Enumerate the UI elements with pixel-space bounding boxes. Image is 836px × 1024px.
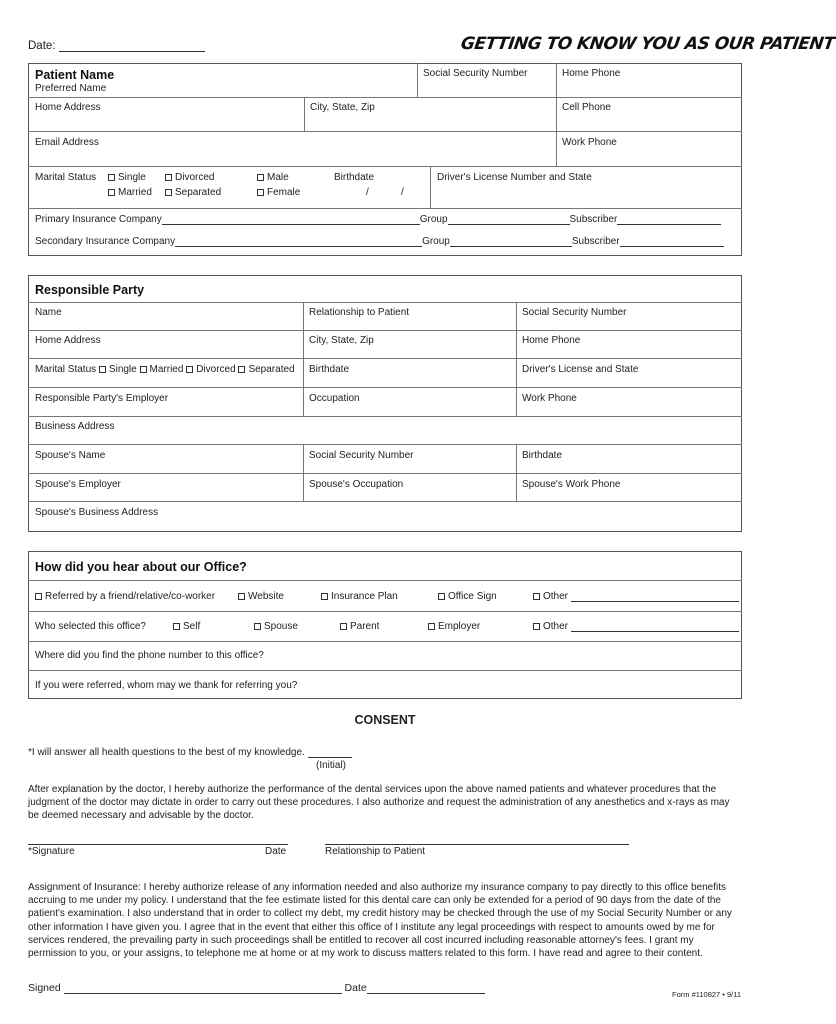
patient-female-checkbox[interactable]: Female <box>257 187 300 198</box>
secondary-insurance-row[interactable]: Secondary Insurance Company Group Subscriber <box>35 236 724 247</box>
birthdate-separator: / <box>401 187 404 198</box>
checkbox-icon <box>428 623 435 630</box>
patient-birthdate-label: Birthdate <box>334 172 375 183</box>
spouse-occupation-label: Spouse's Occupation <box>309 479 404 490</box>
relationship-line[interactable] <box>325 844 629 845</box>
checkbox-icon <box>238 593 245 600</box>
phone-number-question: Where did you find the phone number to this office? <box>35 650 264 661</box>
spouse-employer-label: Spouse's Employer <box>35 479 121 490</box>
checkbox-icon <box>340 623 347 630</box>
patient-home-address-label: Home Address <box>35 102 101 113</box>
referral-title: How did you hear about our Office? <box>35 560 247 574</box>
other-checkbox[interactable]: Other <box>533 591 739 602</box>
preferred-name-label: Preferred Name <box>35 83 107 94</box>
date-field[interactable] <box>59 51 205 52</box>
responsible-party-title: Responsible Party <box>35 283 145 297</box>
patient-email-label: Email Address <box>35 137 99 148</box>
rp-business-address-label: Business Address <box>35 421 115 432</box>
signature-line[interactable] <box>28 844 288 845</box>
referred-question: If you were referred, whom may we thank for referring you? <box>35 680 298 691</box>
who-selected-label: Who selected this office? <box>35 621 146 632</box>
office-sign-checkbox[interactable]: Office Sign <box>438 591 497 602</box>
rp-employer-label: Responsible Party's Employer <box>35 393 169 404</box>
rp-marital-status-row: Marital Status Single Married Divorced Separated <box>35 364 295 375</box>
insurance-plan-checkbox[interactable]: Insurance Plan <box>321 591 398 602</box>
parent-checkbox[interactable]: Parent <box>340 621 379 632</box>
signature-label: *Signature <box>28 846 75 857</box>
patient-work-phone-label: Work Phone <box>562 137 617 148</box>
checkbox-icon <box>254 623 261 630</box>
patient-male-checkbox[interactable]: Male <box>257 172 289 183</box>
patient-single-checkbox[interactable]: Single <box>108 172 146 183</box>
rp-home-phone-label: Home Phone <box>522 335 581 346</box>
spouse-ssn-label: Social Security Number <box>309 450 414 461</box>
checkbox-icon[interactable] <box>186 366 193 373</box>
initial-label: (Initial) <box>316 760 347 771</box>
spouse-work-phone-label: Spouse's Work Phone <box>522 479 621 490</box>
checkbox-icon <box>321 593 328 600</box>
patient-separated-checkbox[interactable]: Separated <box>165 187 221 198</box>
checkbox-icon <box>173 623 180 630</box>
spouse-checkbox[interactable]: Spouse <box>254 621 298 632</box>
patient-drivers-license-label: Driver's License Number and State <box>437 172 592 183</box>
form-number: Form #110827 • 9/11 <box>672 990 742 999</box>
website-checkbox[interactable]: Website <box>238 591 284 602</box>
rp-relationship-label: Relationship to Patient <box>309 307 410 318</box>
checkbox-icon <box>35 593 42 600</box>
rp-work-phone-label: Work Phone <box>522 393 577 404</box>
patient-married-checkbox[interactable]: Married <box>108 187 152 198</box>
self-checkbox[interactable]: Self <box>173 621 200 632</box>
primary-insurance-row[interactable]: Primary Insurance Company Group Subscriber <box>35 214 721 225</box>
assignment-paragraph: Assignment of Insurance: I hereby authorize release of any information needed and also authorize my insurance company to pay directly to this office benefits accruing to me under my policy. I understand that the fee estimate listed for this dental care can only be extended for a period of 90 days from the date of the patient's examination. I also understand that in order to collect my debt, my credit history may be checked through the use of my Social Security Number or any other information I have given you. I agree that in the event that either this office of I institute any legal proceedings with respect to amounts owed by me for services rendered, the prevailing party in such proceedings shall be entitled to recover all cost incurred including reasonable attorney's fees. I grant my permission to you, or your assigns, to telephone me at home or at my work to discuss matters related to this form. I have read and agree to their content. <box>28 882 732 960</box>
checkbox-icon[interactable] <box>99 366 106 373</box>
rp-ssn-label: Social Security Number <box>522 307 627 318</box>
patient-divorced-checkbox[interactable]: Divorced <box>165 172 214 183</box>
rp-birthdate-label: Birthdate <box>309 364 350 375</box>
rp-city-state-zip-label: City, State, Zip <box>309 335 374 346</box>
checkbox-icon <box>257 189 264 196</box>
patient-marital-status-label: Marital Status <box>35 172 97 183</box>
rp-home-address-label: Home Address <box>35 335 101 346</box>
checkbox-icon <box>108 174 115 181</box>
patient-cell-phone-label: Cell Phone <box>562 102 611 113</box>
rp-occupation-label: Occupation <box>309 393 360 404</box>
rp-name-label: Name <box>35 307 62 318</box>
relationship-label: Relationship to Patient <box>325 846 426 857</box>
referred-friend-checkbox[interactable]: Referred by a friend/relative/co-worker <box>35 591 215 602</box>
date-label: Date: <box>28 40 205 52</box>
signed-row[interactable]: Signed Date <box>28 982 485 994</box>
rp-drivers-license-label: Driver's License and State <box>522 364 639 375</box>
patient-name-title: Patient Name <box>35 68 115 82</box>
checkbox-icon <box>533 623 540 630</box>
patient-city-state-zip-label: City, State, Zip <box>310 102 375 113</box>
checkbox-icon[interactable] <box>140 366 147 373</box>
signature-date-label: Date <box>265 846 287 857</box>
spouse-name-label: Spouse's Name <box>35 450 106 461</box>
checkbox-icon[interactable] <box>238 366 245 373</box>
patient-home-phone-label: Home Phone <box>562 68 621 79</box>
consent-title: CONSENT <box>354 713 416 727</box>
form-title: GETTING TO KNOW YOU AS OUR PATIENT <box>459 34 836 54</box>
checkbox-icon <box>165 174 172 181</box>
checkbox-icon <box>108 189 115 196</box>
patient-section <box>28 63 742 256</box>
checkbox-icon <box>533 593 540 600</box>
employer-checkbox[interactable]: Employer <box>428 621 480 632</box>
checkbox-icon <box>165 189 172 196</box>
spouse-birthdate-label: Birthdate <box>522 450 563 461</box>
consent-paragraph: After explanation by the doctor, I hereby authorize the performance of the dental services upon the above named patients and whatever procedures that the judgment of the doctor may dictate in order to carry out these procedures. I also authorize and request the administration of any anesthetics and x-rays as may be deemed necessary and advisable by the doctor. <box>28 784 730 822</box>
health-question[interactable]: *I will answer all health questions to the best of my knowledge. <box>28 747 352 758</box>
spouse-business-address-label: Spouse's Business Address <box>35 507 159 518</box>
other2-checkbox[interactable]: Other <box>533 621 739 632</box>
checkbox-icon <box>438 593 445 600</box>
checkbox-icon <box>257 174 264 181</box>
patient-ssn-label: Social Security Number <box>423 68 528 79</box>
birthdate-separator: / <box>366 187 369 198</box>
